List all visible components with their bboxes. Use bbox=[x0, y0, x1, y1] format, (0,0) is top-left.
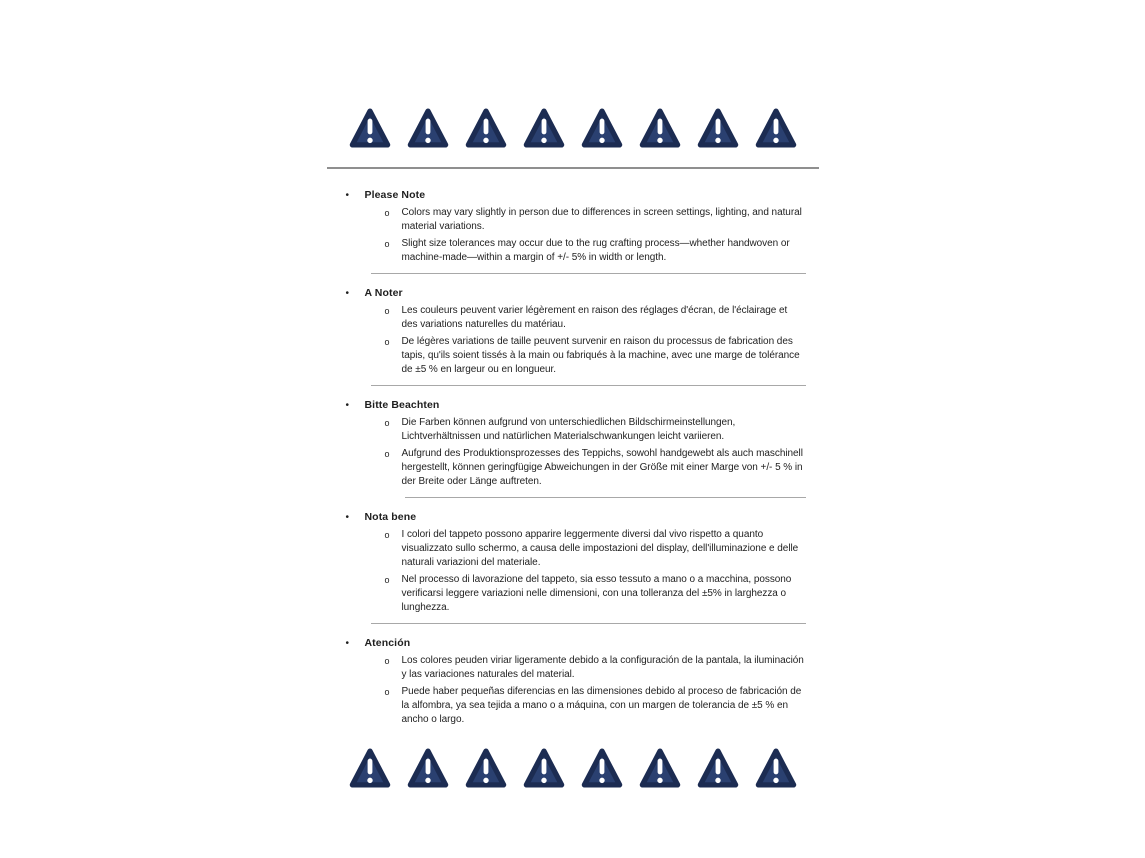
warning-triangle-icon bbox=[755, 105, 797, 151]
note-text: Die Farben können aufgrund von unterschiedlichen Bildschirmeinstellungen, Lichtverhältnissen und natürlichen Materialschwankungen leicht variieren. bbox=[401, 417, 736, 442]
warning-triangle-icon bbox=[523, 105, 565, 151]
note-item bbox=[327, 237, 819, 265]
section-divider bbox=[371, 385, 806, 386]
notes-document bbox=[327, 0, 819, 791]
section-title: Please Note bbox=[364, 189, 426, 201]
sub-bullet-marker: o bbox=[384, 575, 390, 585]
warning-triangle-icon bbox=[639, 745, 681, 791]
sub-bullet-marker: o bbox=[384, 687, 390, 697]
note-item bbox=[327, 416, 819, 444]
note-item bbox=[327, 335, 819, 377]
section-atencion bbox=[327, 636, 819, 727]
sub-bullet-marker: o bbox=[384, 656, 390, 666]
bullet-marker: • bbox=[345, 512, 350, 523]
warning-triangle-icon bbox=[407, 105, 449, 151]
note-text: Colors may vary slightly in person due to differences in screen settings, lighting, and natural material variations. bbox=[401, 207, 802, 232]
warning-triangle-icon bbox=[407, 745, 449, 791]
section-heading-row bbox=[327, 286, 819, 301]
note-text: Les couleurs peuvent varier légèrement en raison des réglages d'écran, de l'éclairage et des variations naturelles du matériau. bbox=[401, 305, 788, 330]
section-divider bbox=[371, 623, 806, 624]
note-text: De légères variations de taille peuvent survenir en raison du processus de fabrication des tapis, qu'ils soient tissés à la main ou fabriqués à la machine, avec une marge de tolérance de ±5 % en largeur ou en longueur. bbox=[401, 336, 800, 375]
sub-bullet-marker: o bbox=[384, 239, 390, 249]
note-text: Puede haber pequeñas diferencias en las dimensiones debido al proceso de fabricación de la alfombra, ya sea tejida a mano o a máquina, con un margen de tolerancia de ±5 % en ancho o largo. bbox=[401, 686, 802, 725]
section-heading-row bbox=[327, 510, 819, 525]
note-item bbox=[327, 685, 819, 727]
note-item bbox=[327, 654, 819, 682]
section-title: Atención bbox=[364, 637, 411, 649]
note-item bbox=[327, 447, 819, 489]
warning-triangle-row-bottom bbox=[327, 743, 819, 791]
warning-triangle-icon bbox=[697, 745, 739, 791]
warning-triangle-icon bbox=[581, 745, 623, 791]
bullet-marker: • bbox=[345, 190, 350, 201]
warning-triangle-icon bbox=[349, 745, 391, 791]
section-please-note bbox=[327, 188, 819, 265]
section-heading-row bbox=[327, 188, 819, 203]
section-title: A Noter bbox=[364, 287, 403, 299]
note-item bbox=[327, 573, 819, 615]
section-nota-bene bbox=[327, 510, 819, 615]
bullet-marker: • bbox=[345, 288, 350, 299]
sub-bullet-marker: o bbox=[384, 208, 390, 218]
note-text: I colori del tappeto possono apparire leggermente diversi dal vivo rispetto a quanto visualizzato sullo schermo, a causa delle impostazioni del display, dell'illuminazione e delle naturali variazioni del materiale. bbox=[401, 529, 799, 568]
warning-triangle-icon bbox=[349, 105, 391, 151]
top-divider bbox=[327, 167, 819, 169]
warning-triangle-icon bbox=[581, 105, 623, 151]
warning-triangle-icon bbox=[523, 745, 565, 791]
note-text: Slight size tolerances may occur due to the rug crafting process—whether handwoven or machine-made—within a margin of +/- 5% in width or length. bbox=[401, 238, 790, 263]
section-divider bbox=[405, 497, 806, 498]
section-a-noter bbox=[327, 286, 819, 377]
warning-triangle-icon bbox=[755, 745, 797, 791]
note-item bbox=[327, 304, 819, 332]
sub-bullet-marker: o bbox=[384, 449, 390, 459]
note-text: Nel processo di lavorazione del tappeto, sia esso tessuto a mano o a macchina, possono verificarsi leggere variazioni nelle dimensioni, con una tolleranza del ±5% in larghezza o lunghezza. bbox=[401, 574, 792, 613]
note-text: Los colores peuden viriar ligeramente debido a la configuración de la pantala, la iluminación y las variaciones naturales del material. bbox=[401, 655, 804, 680]
note-item bbox=[327, 206, 819, 234]
section-divider bbox=[371, 273, 806, 274]
section-title: Bitte Beachten bbox=[364, 399, 440, 411]
sub-bullet-marker: o bbox=[384, 418, 390, 428]
bullet-marker: • bbox=[345, 638, 350, 649]
note-item bbox=[327, 528, 819, 570]
warning-triangle-icon bbox=[697, 105, 739, 151]
section-heading-row bbox=[327, 398, 819, 413]
section-bitte-beachten bbox=[327, 398, 819, 489]
section-title: Nota bene bbox=[364, 511, 417, 523]
warning-triangle-row-top bbox=[327, 103, 819, 151]
sub-bullet-marker: o bbox=[384, 337, 390, 347]
section-heading-row bbox=[327, 636, 819, 651]
warning-triangle-icon bbox=[465, 105, 507, 151]
sub-bullet-marker: o bbox=[384, 306, 390, 316]
warning-triangle-icon bbox=[639, 105, 681, 151]
bullet-marker: • bbox=[345, 400, 350, 411]
note-text: Aufgrund des Produktionsprozesses des Teppichs, sowohl handgewebt als auch maschinell hergestellt, können geringfügige Abweichungen in der Größe mit einer Marge von +/- 5 % in der Breite oder Länge auftreten. bbox=[401, 448, 803, 487]
sub-bullet-marker: o bbox=[384, 530, 390, 540]
warning-triangle-icon bbox=[465, 745, 507, 791]
